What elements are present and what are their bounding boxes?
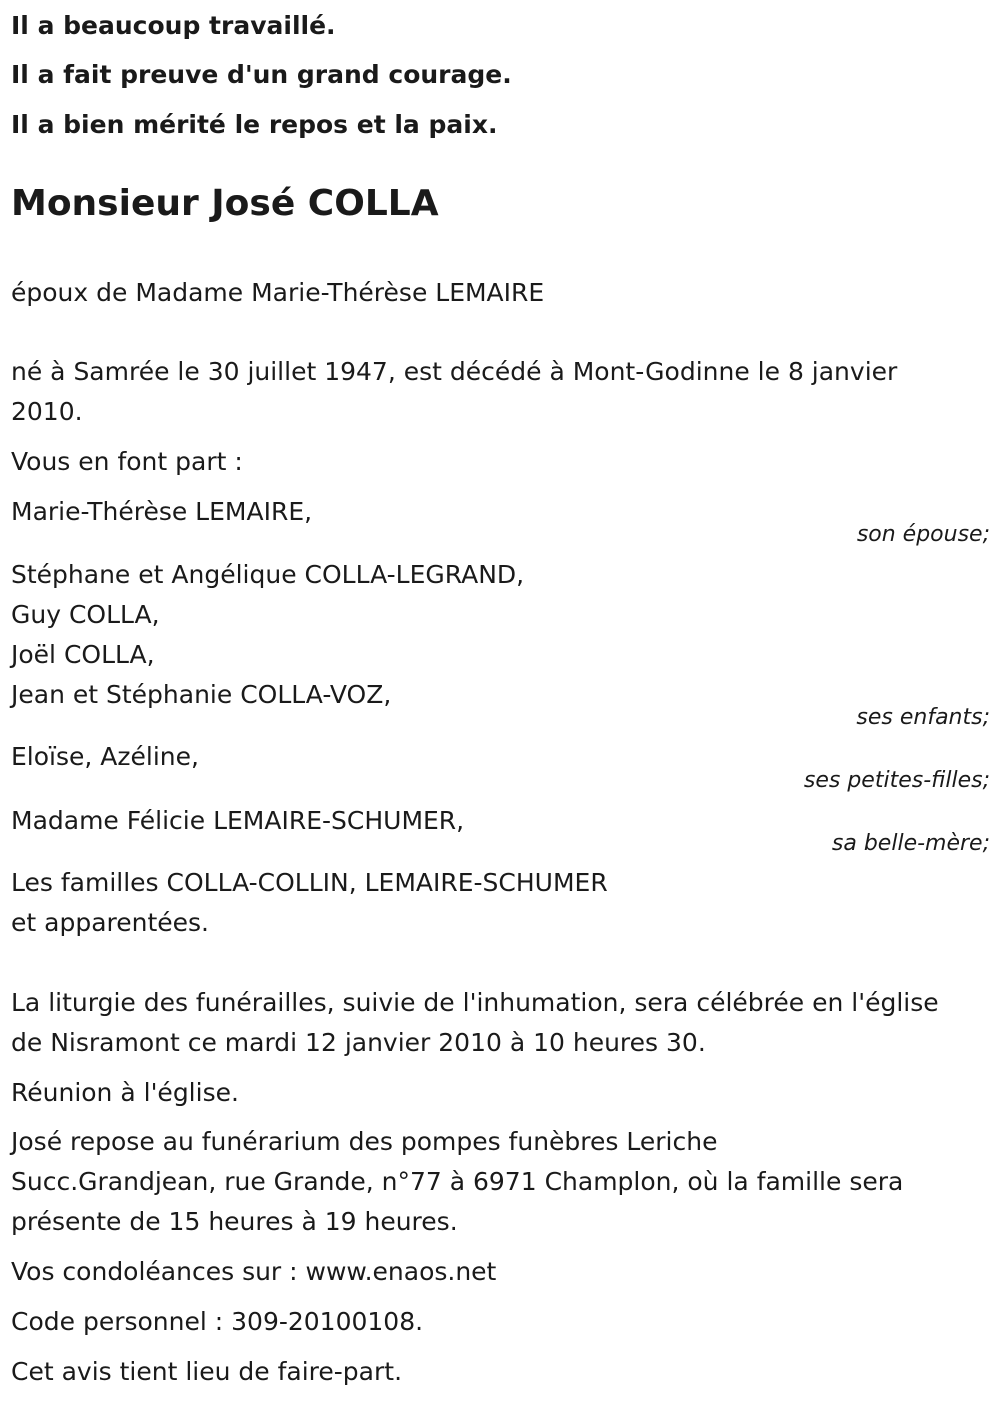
condolences-info: Vos condoléances sur : www.enaos.net [11, 1257, 497, 1286]
family-child-2: Guy COLLA, [11, 600, 160, 629]
families-line-1: Les familles COLLA-COLLIN, LEMAIRE-SCHUMER [11, 868, 608, 897]
family-child-4: Jean et Stéphanie COLLA-VOZ, [11, 680, 392, 709]
epitaph-line-3: Il a bien mérité le repos et la paix. [11, 110, 498, 139]
birth-death-line-1: né à Samrée le 30 juillet 1947, est décédé à Mont-Godinne le 8 janvier [11, 357, 898, 386]
liturgy-line-1: La liturgie des funérailles, suivie de l'inhumation, sera célébrée en l'église [11, 988, 939, 1017]
family-child-3: Joël COLLA, [11, 640, 155, 669]
rest-line-3: présente de 15 heures à 19 heures. [11, 1207, 458, 1236]
family-child-1: Stéphane et Angélique COLLA-LEGRAND, [11, 560, 525, 589]
personal-code: Code personnel : 309-20100108. [11, 1307, 424, 1336]
family-spouse-role: son épouse; [856, 522, 990, 547]
family-grandchildren-role: ses petites-filles; [803, 768, 990, 793]
family-children-role: ses enfants; [856, 705, 990, 730]
notice-text: Cet avis tient lieu de faire-part. [11, 1357, 403, 1386]
birth-death-line-2: 2010. [11, 397, 83, 426]
rest-line-2: Succ.Grandjean, rue Grande, n°77 à 6971 Champlon, où la famille sera [11, 1167, 904, 1196]
meeting-info: Réunion à l'église. [11, 1078, 239, 1107]
spouse-line: époux de Madame Marie-Thérèse LEMAIRE [11, 278, 545, 307]
announcement-intro: Vous en font part : [11, 447, 243, 476]
family-spouse: Marie-Thérèse LEMAIRE, [11, 497, 313, 526]
liturgy-line-2: de Nisramont ce mardi 12 janvier 2010 à 10 heures 30. [11, 1028, 706, 1057]
epitaph-line-2: Il a fait preuve d'un grand courage. [11, 60, 512, 89]
family-mother-in-law: Madame Félicie LEMAIRE-SCHUMER, [11, 806, 465, 835]
epitaph-line-1: Il a beaucoup travaillé. [11, 11, 336, 40]
family-grandchildren: Eloïse, Azéline, [11, 742, 199, 771]
rest-line-1: José repose au funérarium des pompes funèbres Leriche [11, 1127, 718, 1156]
deceased-name: Monsieur José COLLA [11, 183, 439, 224]
families-line-2: et apparentées. [11, 908, 209, 937]
family-mother-in-law-role: sa belle-mère; [831, 831, 990, 856]
